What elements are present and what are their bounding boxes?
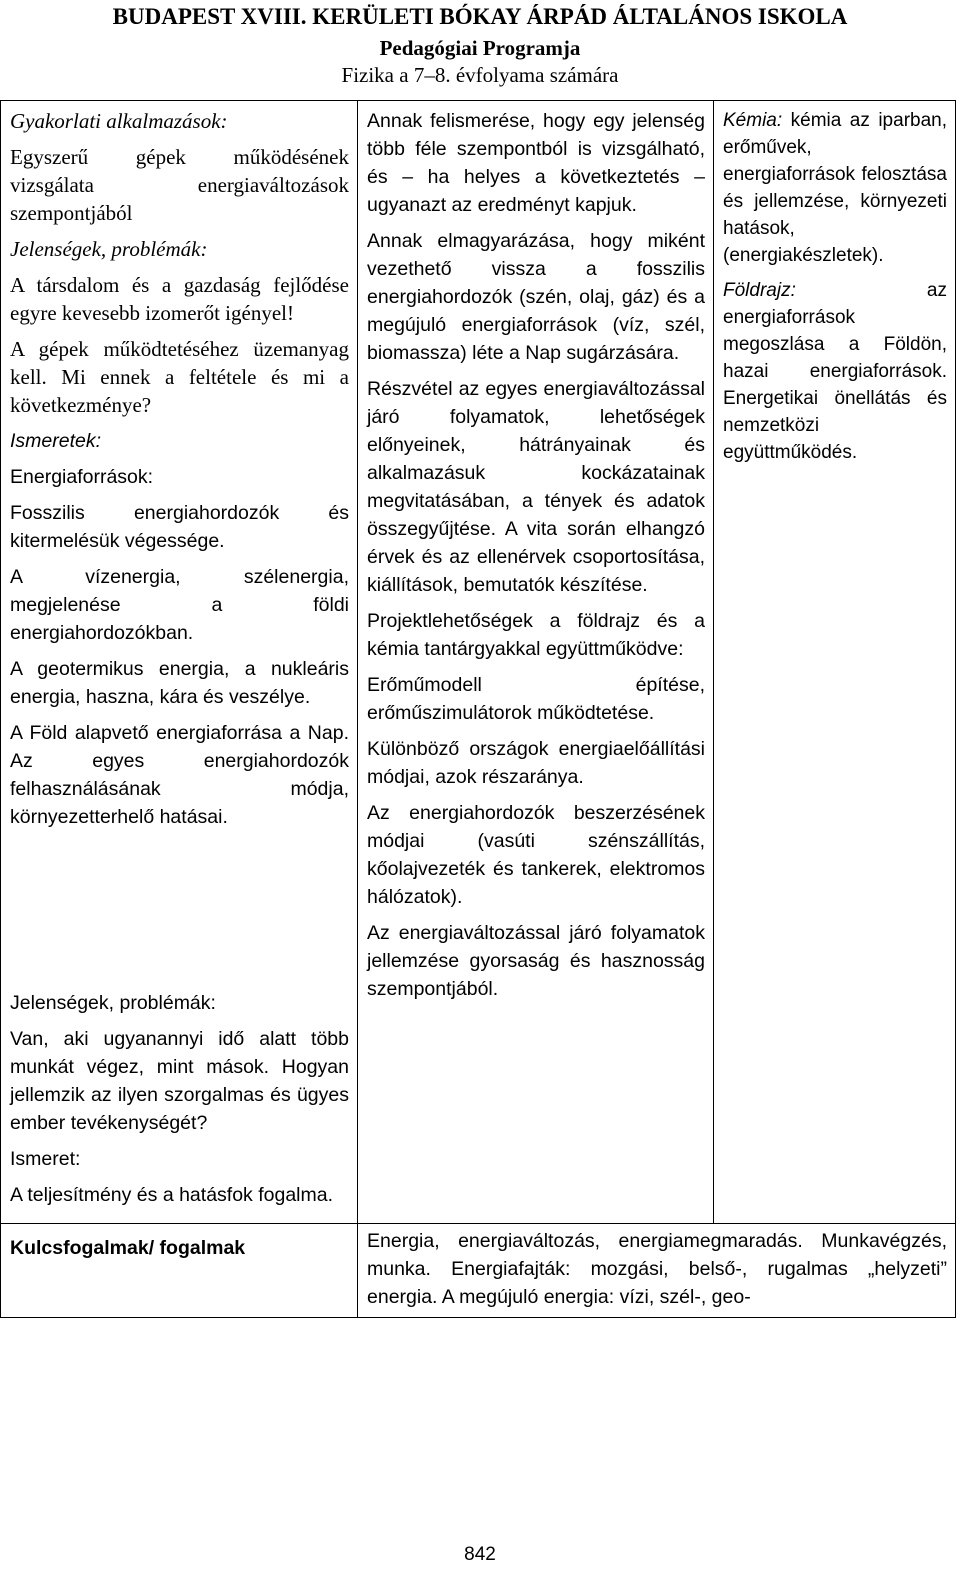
col2-list [367,107,705,1003]
subject-title: Fizika a 7–8. évfolyama számára [341,63,619,87]
col2-paragraph: Az energiaváltozással járó folyamatok jellemzése gyorsaság és hasznosság szempontjából. [367,922,705,1000]
col1-top-paragraph: Egyszerű gépek működésének vizsgálata energiaváltozások szempontjából [10,145,349,225]
col1-bottom-paragraph: A teljesítmény és a hatásfok fogalma. [10,1184,334,1206]
col1-bottom [10,989,349,1209]
col2-paragraph: Projektlehetőségek a földrajz és a kémia tantárgyakkal együttműködve: [367,610,705,660]
subject-label: Földrajz: [723,280,796,301]
col2-paragraph: Annak elmagyarázása, hogy miként vezethető vissza a fosszilis energiahordozók (szén, olaj, gáz) és a megújuló energiaforrások (víz, szél, biomassza) léte a Nap sugárzására. [367,230,705,364]
col1-bottom-paragraph: Jelenségek, problémák: [10,992,216,1014]
col2-paragraph: Az energiahordozók beszerzésének módjai (vasúti szénszállítás, kőolajvezeték és tankerek, elektromos hálózatok). [367,802,705,908]
program-title: Pedagógiai Programja [379,36,581,60]
col1-top-paragraph: Energiaforrások: [10,466,154,488]
col1-top-paragraph: A gépek működtetéséhez üzemanyag kell. Mi ennek a feltétele és mi a következménye? [10,337,349,417]
col1-top-paragraph: A geotermikus energia, a nukleáris energia, haszna, kára és veszélye. [10,658,349,708]
col3-cell [714,101,956,1224]
page-number: 842 [464,1544,496,1565]
col1-top-paragraph: Jelenségek, problémák: [10,237,208,261]
col3-paragraph [723,107,947,269]
subject-text: az energiaforrások megoszlása a Földön, hazai energiaforrások. Energetikai önellátás és nemzetközi együttműködés. [723,280,947,463]
col1-top-paragraph: Fosszilis energiahordozók és kitermelésük végessége. [10,502,349,552]
col1-top-paragraph: A vízenergia, szélenergia, megjelenése a földi energiahordozókban. [10,566,349,644]
col1-top-paragraph: A Föld alapvető energiaforrása a Nap. Az egyes energiahordozók felhasználásának módja, környezetterhelő hatásai. [10,722,349,828]
col1-bottom-paragraph: Van, aki ugyanannyi idő alatt több munkát végez, mint mások. Hogyan jellemzik az ilyen szorgalmas és ügyes ember tevékenységét? [10,1028,349,1134]
curriculum-table [0,100,956,1318]
school-name: BUDAPEST XVIII. KERÜLETI BÓKAY ÁRPÁD ÁLTALÁNOS ISKOLA [112,4,848,29]
key-row [1,1224,956,1318]
col2-paragraph: Annak felismerése, hogy egy jelenség több féle szempontból is vizsgálható, és – ha helyes a következtetés – ugyanazt az eredményt kapjuk. [367,110,705,216]
col1-top-paragraph: Gyakorlati alkalmazások: [10,109,228,133]
content-row [1,101,956,1224]
col2-paragraph: Különböző országok energiaelőállítási módjai, azok részaránya. [367,738,705,788]
col1-spacer [10,839,349,989]
col1-bottom-paragraph: Ismeret: [10,1148,81,1170]
col1-top-paragraph: Ismeretek: [10,430,102,452]
subject-text: kémia az iparban, erőművek, energiaforrások felosztása és jellemzése, környezeti hatások, (energiakészletek). [723,110,947,266]
col2-paragraph: Erőműmodell építése, erőműszimulátorok működtetése. [367,674,705,724]
key-text: Energia, energiaváltozás, energiamegmaradás. Munkavégzés, munka. Energiafajták: mozgási, belső-, rugalmas „helyzeti” energia. A megújuló energia: vízi, szél-, geo- [358,1224,956,1318]
col1-top [10,107,349,831]
key-label: Kulcsfogalmak/ fogalmak [1,1224,358,1318]
col3-list [723,107,947,466]
col3-paragraph [723,277,947,466]
col2-paragraph: Részvétel az egyes energiaváltozással járó folyamatok, lehetőségek előnyeinek, hátrányainak és alkalmazásuk kockázatainak megvitatásában, a tények és adatok összegyűjtése. A vita során elhangzó érvek és az ellenérvek csoportosítása, kiállítások, bemutatók készítése. [367,378,705,596]
subject-label: Kémia: [723,110,783,131]
col1-top-paragraph: A társdalom és a gazdaság fejlődése egyre kevesebb izomerőt igényel! [10,273,349,325]
col1-cell [1,101,358,1224]
col2-cell [358,101,714,1224]
